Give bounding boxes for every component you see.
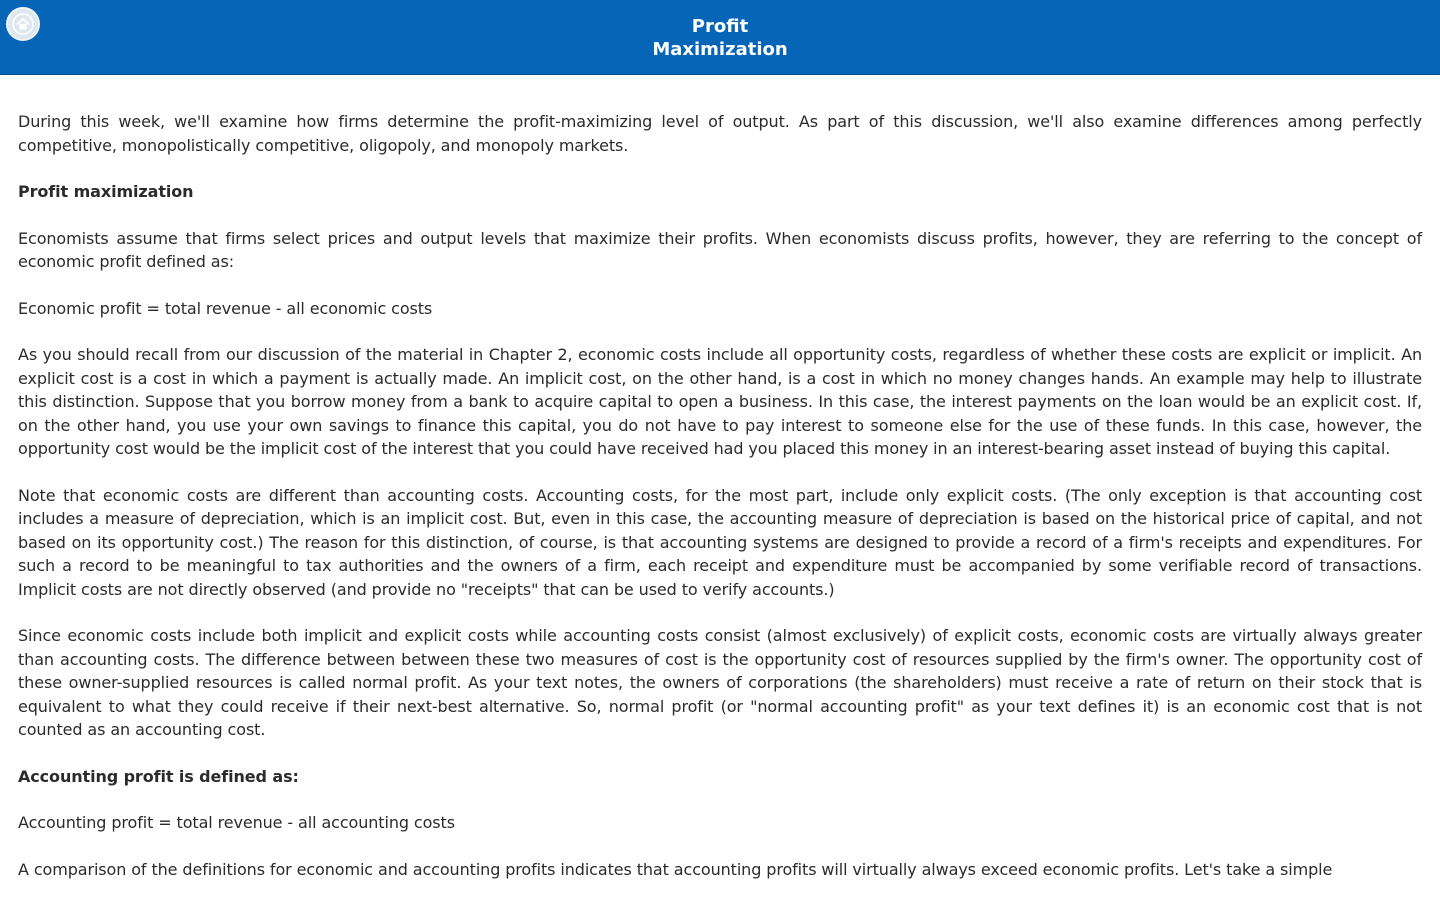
app-header bbox=[0, 0, 1440, 75]
intro-paragraph: During this week, we'll examine how firms determine the profit-maximizing level of output. As part of this discussion, we'll also examine differences among perfectly competitive, monopolistically competitive, oligopoly, and monopoly markets. bbox=[18, 112, 1422, 155]
article-body bbox=[18, 110, 1422, 904]
economic-profit-formula: Economic profit = total revenue - all economic costs bbox=[18, 298, 433, 318]
paragraph-comparison: A comparison of the definitions for economic and accounting profits indicates that accounting profits will virtually always exceed economic profits. Let's take a simple bbox=[18, 859, 1333, 879]
paragraph-explicit-implicit-costs: As you should recall from our discussion of the material in Chapter 2, economic costs include all opportunity costs, regardless of whether these costs are explicit or implicit. An explicit cost is a cost in which a payment is actually made. An implicit cost, on the other hand, is a cost in which no money changes hands. An example may help to illustrate this distinction. Suppose that you borrow money from a bank to acquire capital to open a business. In this case, the interest payments on the loan would be an explicit cost. If, on the other hand, you use your own savings to finance this capital, you do not have to pay interest to someone else for the use of these funds. In this case, however, the opportunity cost would be the implicit cost of the interest that you could have received had you placed this money in an interest-bearing asset instead of buying this capital. bbox=[18, 345, 1422, 458]
paragraph-economic-profit-intro: Economists assume that firms select prices and output levels that maximize their profits. When economists discuss profits, however, they are referring to the concept of economic profit defined as: bbox=[18, 228, 1422, 271]
page-title bbox=[0, 15, 1440, 61]
page-title-line1: Profit bbox=[691, 16, 749, 37]
accounting-profit-formula: Accounting profit = total revenue - all accounting costs bbox=[18, 813, 455, 832]
paragraph-normal-profit: Since economic costs include both implicit and explicit costs while accounting costs consist (almost exclusively) of explicit costs, economic costs are virtually always greater than accounting costs. The difference between between these two measures of cost is the opportunity cost of resources supplied by the firm's owner. The opportunity cost of these owner-supplied resources is called normal profit. As your text notes, the owners of corporations (the shareholders) must receive a rate of return on their stock that is equivalent to what they could receive if their next-best alternative. So, normal profit (or "normal accounting profit" as your text defines it) is an economic cost that is not counted as an accounting cost. bbox=[18, 626, 1422, 739]
paragraph-accounting-costs: Note that economic costs are different than accounting costs. Accounting costs, for the most part, include only explicit costs. (The only exception is that accounting cost includes a measure of depreciation, which is an implicit cost. But, even in this case, the accounting measure of depreciation is based on the historical price of capital, and not based on its opportunity cost.) The reason for this distinction, of course, is that accounting systems are designed to provide a record of a firm's receipts and expenditures. For such a record to be meaningful to tax authorities and the owners of a firm, each receipt and expenditure must be accompanied by some verifiable record of transactions. Implicit costs are not directly observed (and provide no "receipts" that can be used to verify accounts.) bbox=[18, 485, 1422, 599]
section-heading-profit-maximization: Profit maximization bbox=[18, 182, 194, 201]
page-title-line2: Maximization bbox=[652, 39, 788, 60]
section-heading-accounting-profit: Accounting profit is defined as: bbox=[18, 766, 299, 786]
